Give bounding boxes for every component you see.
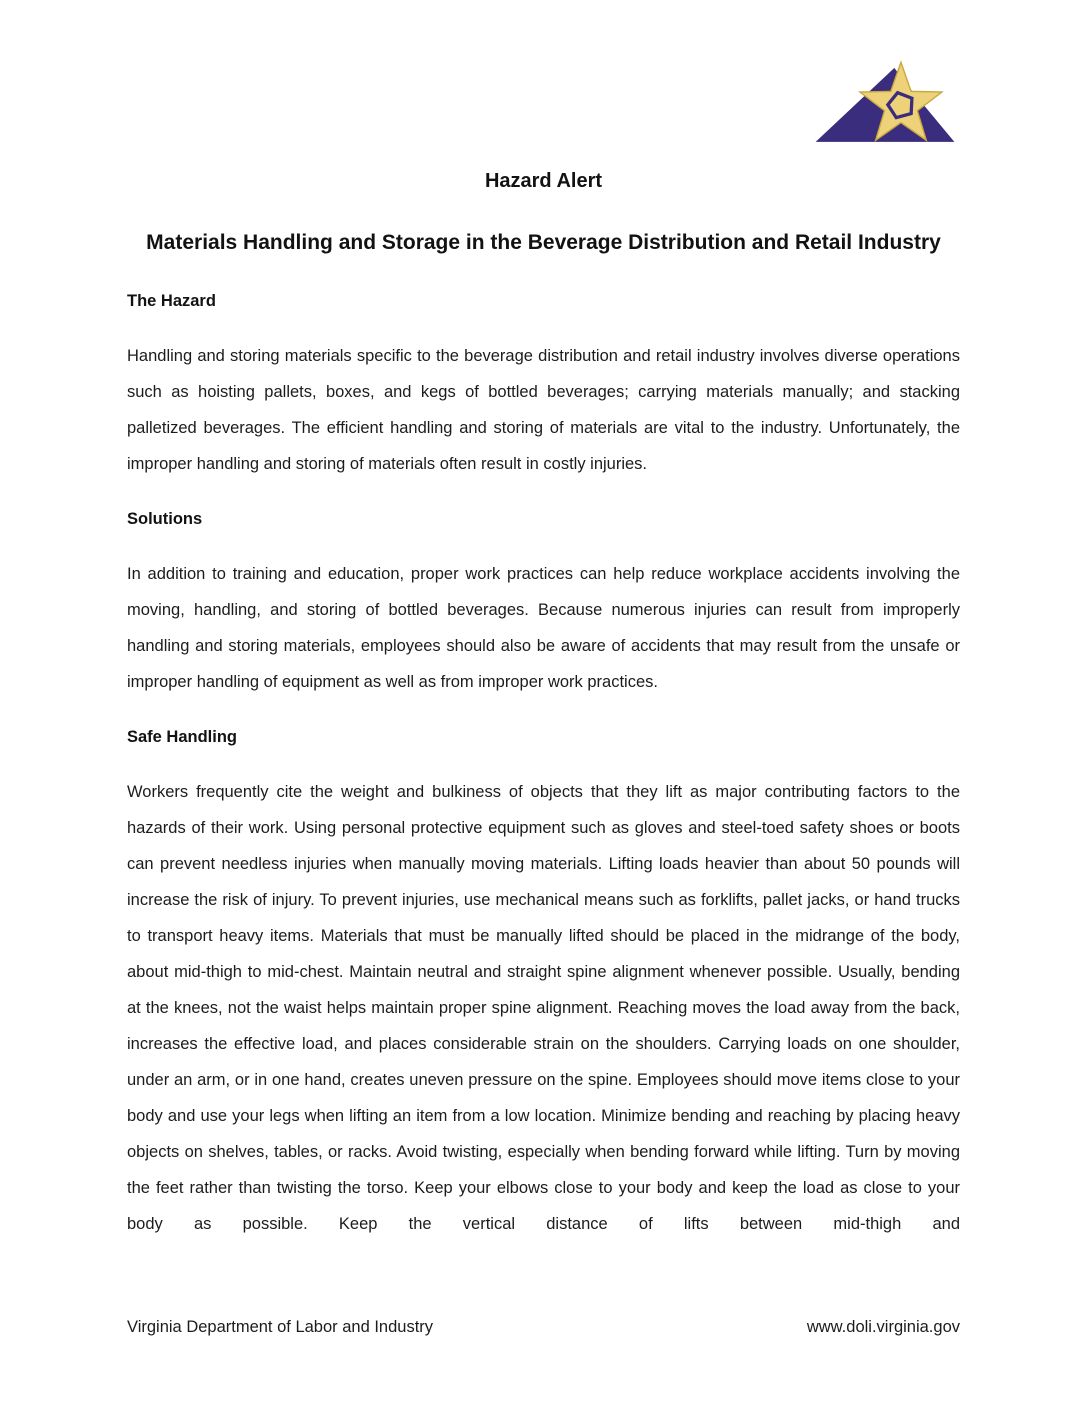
virginia-doli-mountain-star-logo — [810, 58, 960, 148]
section-body-safe-handling: Workers frequently cite the weight and bulkiness of objects that they lift as major contributing factors to the hazards of their work. Using personal protective equipment such as gloves and steel-toed safety shoes or boots can prevent needless injuries when manually moving materials. Lifting loads heavier than about 50 pounds will increase the risk of injury. To prevent injuries, use mechanical means such as forklifts, pallet jacks, or hand trucks to transport heavy items. Materials that must be manually lifted should be placed in the midrange of the body, about mid-thigh to mid-chest. Maintain neutral and straight spine alignment whenever possible. Usually, bending at the knees, not the waist helps maintain proper spine alignment. Reaching moves the load away from the back, increases the effective load, and places considerable strain on the shoulders. Carrying loads on one shoulder, under an arm, or in one hand, creates uneven pressure on the spine. Employees should move items close to your body and use your legs when lifting an item from a low location. Minimize bending and reaching by placing heavy objects on shelves, tables, or racks. Avoid twisting, especially when bending forward while lifting. Turn by moving the feet rather than twisting the torso. Keep your elbows close to your body and keep the load as close to your body as possible. Keep the vertical distance of lifts between mid-thigh and — [127, 783, 960, 1233]
section-body-solutions: In addition to training and education, proper work practices can help reduce workplace accidents involving the moving, handling, and storing of bottled beverages. Because numerous injuries can result from improperly handling and storing materials, employees should also be aware of accidents that may result from the unsafe or improper handling of equipment as well as from improper work practices. — [127, 565, 960, 691]
footer-website-url: www.doli.virginia.gov — [806, 1318, 960, 1336]
document-title: Hazard Alert — [484, 170, 603, 192]
document-subtitle: Materials Handling and Storage in the Beverage Distribution and Retail Industry — [146, 231, 941, 254]
page-footer — [127, 1314, 960, 1340]
logo-container — [127, 0, 960, 148]
footer-agency-name: Virginia Department of Labor and Industry — [127, 1318, 434, 1336]
section-heading-safe-handling: Safe Handling — [127, 728, 238, 746]
section-heading-solutions: Solutions — [127, 510, 203, 528]
section-body-the-hazard: Handling and storing materials specific to the beverage distribution and retail industry involves diverse operations such as hoisting pallets, boxes, and kegs of bottled beverages; carrying materials manually; and stacking palletized beverages. The efficient handling and storing of materials are vital to the industry. Unfortunately, the improper handling and storing of materials often result in costly injuries. — [127, 347, 960, 473]
section-heading-the-hazard: The Hazard — [127, 292, 216, 310]
